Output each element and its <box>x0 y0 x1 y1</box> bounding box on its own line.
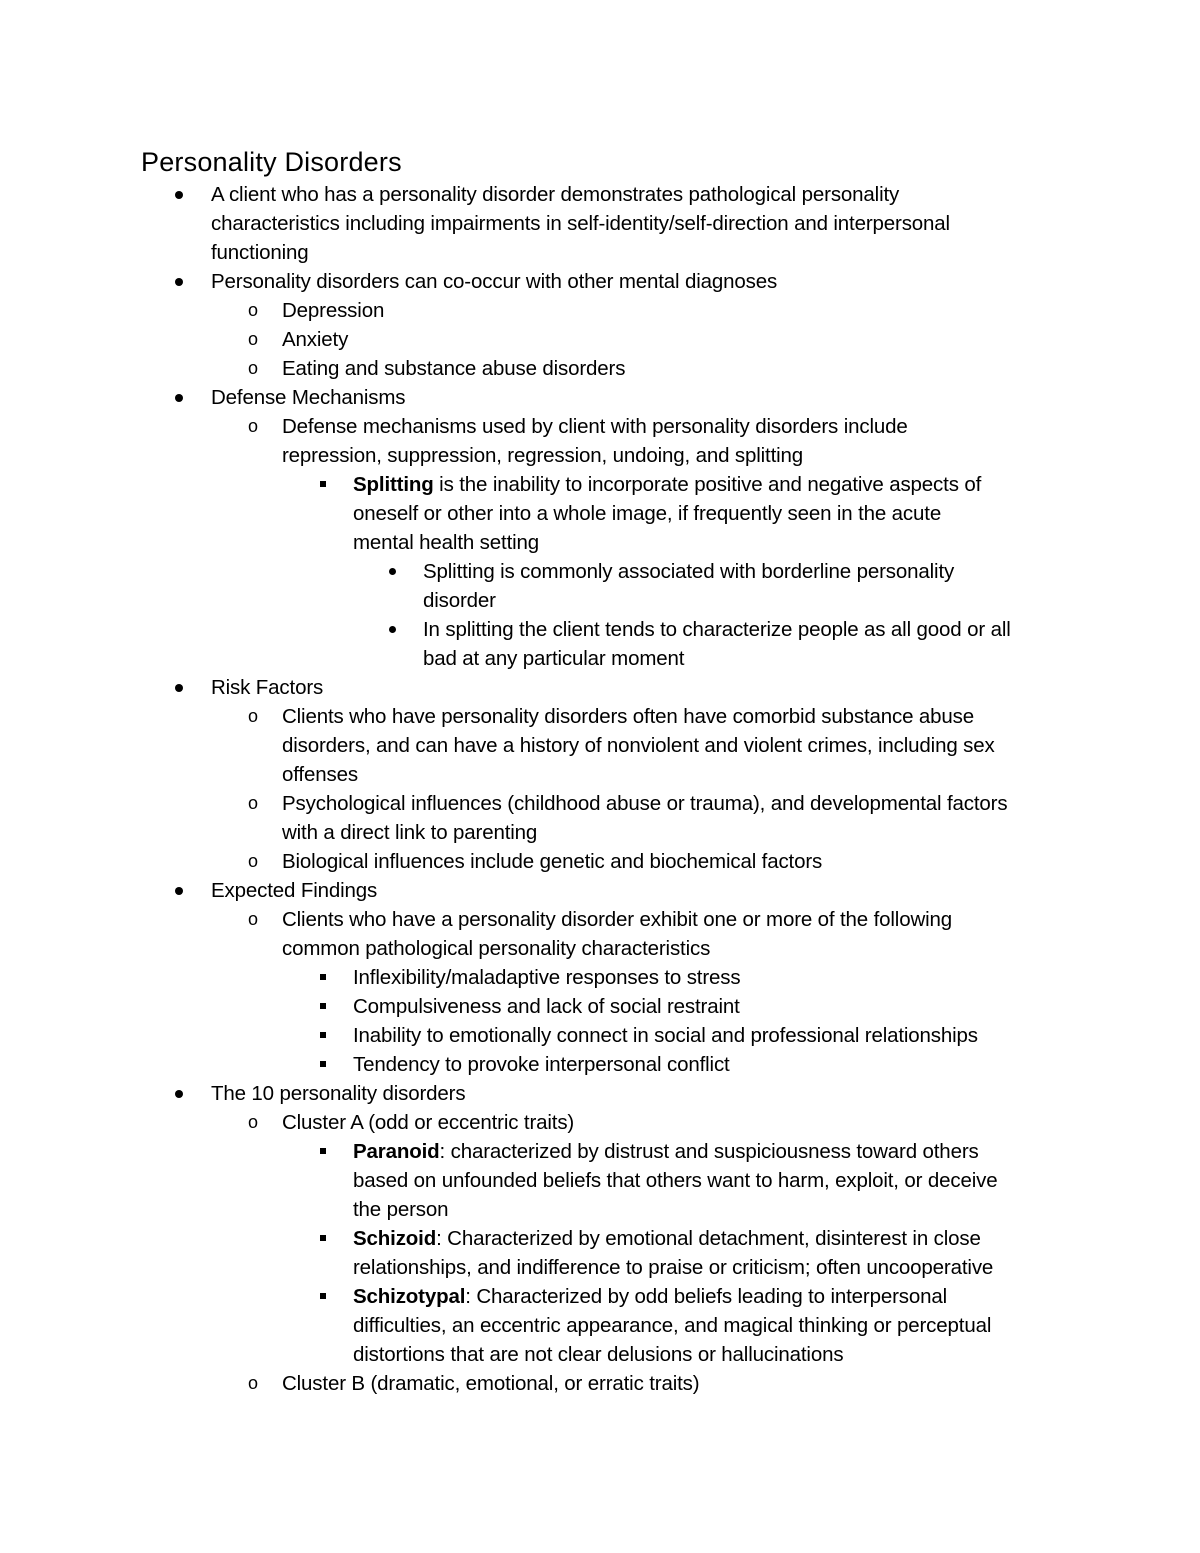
outline-line <box>0 1050 1200 1079</box>
outline-text: Schizotypal: Characterized by odd beliefs leading to interpersonal <box>353 1285 948 1308</box>
outline-line <box>0 731 1200 760</box>
bullet-circle-icon: o <box>248 358 258 378</box>
outline-text: Inability to emotionally connect in social and professional relationships <box>353 1024 978 1047</box>
bold-term: Schizoid <box>353 1227 437 1250</box>
outline-text: Compulsiveness and lack of social restraint <box>353 995 740 1018</box>
bullet-circle-icon: o <box>248 706 258 726</box>
outline-line <box>0 760 1200 789</box>
outline-line <box>0 1079 1200 1108</box>
outline-text: Schizoid: Characterized by emotional detachment, disinterest in close <box>353 1227 981 1250</box>
outline-text: Depression <box>282 299 385 322</box>
bold-term: Paranoid <box>353 1140 440 1163</box>
outline-line <box>0 180 1200 209</box>
bullet-disc-icon <box>175 684 183 692</box>
bullet-circle-icon: o <box>248 300 258 320</box>
outline-text: bad at any particular moment <box>423 647 685 670</box>
outline-text: the person <box>353 1198 449 1221</box>
outline-text: Expected Findings <box>211 879 378 902</box>
outline-text: disorders, and can have a history of nonviolent and violent crimes, including sex <box>282 734 995 757</box>
outline-text: Cluster A (odd or eccentric traits) <box>282 1111 575 1134</box>
outline-text: Defense mechanisms used by client with personality disorders include <box>282 415 908 438</box>
bullet-circle-icon: o <box>248 1112 258 1132</box>
outline-line <box>0 412 1200 441</box>
outline-line <box>0 1253 1200 1282</box>
outline-line <box>0 1224 1200 1253</box>
outline-text: common pathological personality characteristics <box>282 937 711 960</box>
bold-term: Schizotypal <box>353 1285 466 1308</box>
outline-text: offenses <box>282 763 358 786</box>
bullet-disc-icon <box>175 278 183 286</box>
outline-line <box>0 644 1200 673</box>
outline-line <box>0 470 1200 499</box>
outline-text: Cluster B (dramatic, emotional, or erratic traits) <box>282 1372 700 1395</box>
outline-text: Eating and substance abuse disorders <box>282 357 626 380</box>
outline-line <box>0 499 1200 528</box>
outline-text: functioning <box>211 241 309 264</box>
outline-line <box>0 1137 1200 1166</box>
outline-line <box>0 992 1200 1021</box>
bullet-circle-icon: o <box>248 329 258 349</box>
outline-text: with a direct link to parenting <box>282 821 538 844</box>
bullet-disc-icon <box>175 191 183 199</box>
outline-text: The 10 personality disorders <box>211 1082 466 1105</box>
outline-text: repression, suppression, regression, undoing, and splitting <box>282 444 804 467</box>
outline-text: based on unfounded beliefs that others want to harm, exploit, or deceive <box>353 1169 998 1192</box>
bullet-circle-icon: o <box>248 793 258 813</box>
bullet-circle-icon: o <box>248 851 258 871</box>
bullet-disc-icon <box>175 394 183 402</box>
outline-line <box>0 1369 1200 1398</box>
bullet-square-icon <box>320 1032 326 1038</box>
outline-line <box>0 1340 1200 1369</box>
outline-line <box>0 586 1200 615</box>
bullet-square-icon <box>320 1293 326 1299</box>
bullet-circle-icon: o <box>248 909 258 929</box>
outline-line <box>0 1021 1200 1050</box>
outline-line <box>0 238 1200 267</box>
bullet-square-icon <box>320 1061 326 1067</box>
outline-text: Anxiety <box>282 328 349 351</box>
bullet-square-icon <box>320 481 326 487</box>
outline-line <box>0 702 1200 731</box>
outline-text: Tendency to provoke interpersonal conflict <box>353 1053 730 1076</box>
bullet-circle-icon: o <box>248 1373 258 1393</box>
outline-text: Personality disorders can co-occur with other mental diagnoses <box>211 270 778 293</box>
outline-text: Risk Factors <box>211 676 324 699</box>
outline-line <box>0 296 1200 325</box>
outline-text: relationships, and indifference to praise or criticism; often uncooperative <box>353 1256 994 1279</box>
outline-line <box>0 1311 1200 1340</box>
outline-line <box>0 615 1200 644</box>
outline-line <box>0 847 1200 876</box>
outline-text: Clients who have personality disorders often have comorbid substance abuse <box>282 705 974 728</box>
outline-text: difficulties, an eccentric appearance, and magical thinking or perceptual <box>353 1314 992 1337</box>
outline-text: distortions that are not clear delusions or hallucinations <box>353 1343 844 1366</box>
outline-text: oneself or other into a whole image, if frequently seen in the acute <box>353 502 942 525</box>
bullet-disc-icon <box>389 568 396 575</box>
outline-text: Splitting is commonly associated with borderline personality <box>423 560 955 583</box>
bullet-square-icon <box>320 1235 326 1241</box>
bullet-disc-icon <box>389 626 396 633</box>
outline-text: characteristics including impairments in self-identity/self-direction and interpersonal <box>211 212 950 235</box>
outline-line <box>0 934 1200 963</box>
outline-text: Defense Mechanisms <box>211 386 406 409</box>
outline-line <box>0 1166 1200 1195</box>
outline-line <box>0 1195 1200 1224</box>
outline-line <box>0 354 1200 383</box>
bullet-square-icon <box>320 1148 326 1154</box>
outline-line <box>0 1108 1200 1137</box>
outline-line <box>0 905 1200 934</box>
outline-line <box>0 963 1200 992</box>
bullet-square-icon <box>320 1003 326 1009</box>
bold-term: Splitting <box>353 473 434 496</box>
outline-text: mental health setting <box>353 531 540 554</box>
outline-text: Clients who have a personality disorder exhibit one or more of the following <box>282 908 953 931</box>
outline-line <box>0 673 1200 702</box>
outline-line <box>0 325 1200 354</box>
outline-text: Psychological influences (childhood abuse or trauma), and developmental factors <box>282 792 1008 815</box>
outline-text: Inflexibility/maladaptive responses to stress <box>353 966 741 989</box>
page-title: Personality Disorders <box>141 147 402 177</box>
outline-text: A client who has a personality disorder demonstrates pathological personality <box>211 183 900 206</box>
outline-line <box>0 557 1200 586</box>
bullet-disc-icon <box>175 887 183 895</box>
bullet-circle-icon: o <box>248 416 258 436</box>
outline-line <box>0 528 1200 557</box>
outline-line <box>0 1282 1200 1311</box>
outline-line <box>0 818 1200 847</box>
outline-text: Biological influences include genetic and biochemical factors <box>282 850 823 873</box>
outline-text: Splitting is the inability to incorporate positive and negative aspects of <box>353 473 982 496</box>
outline-line <box>0 209 1200 238</box>
outline-line <box>0 876 1200 905</box>
bullet-square-icon <box>320 974 326 980</box>
outline-text: In splitting the client tends to characterize people as all good or all <box>423 618 1011 641</box>
outline-line <box>0 267 1200 296</box>
outline-line <box>0 441 1200 470</box>
outline-list <box>0 180 1200 1398</box>
bullet-disc-icon <box>175 1090 183 1098</box>
outline-line <box>0 789 1200 818</box>
outline-text: disorder <box>423 589 496 612</box>
outline-line <box>0 383 1200 412</box>
outline-text: Paranoid: characterized by distrust and suspiciousness toward others <box>353 1140 979 1163</box>
